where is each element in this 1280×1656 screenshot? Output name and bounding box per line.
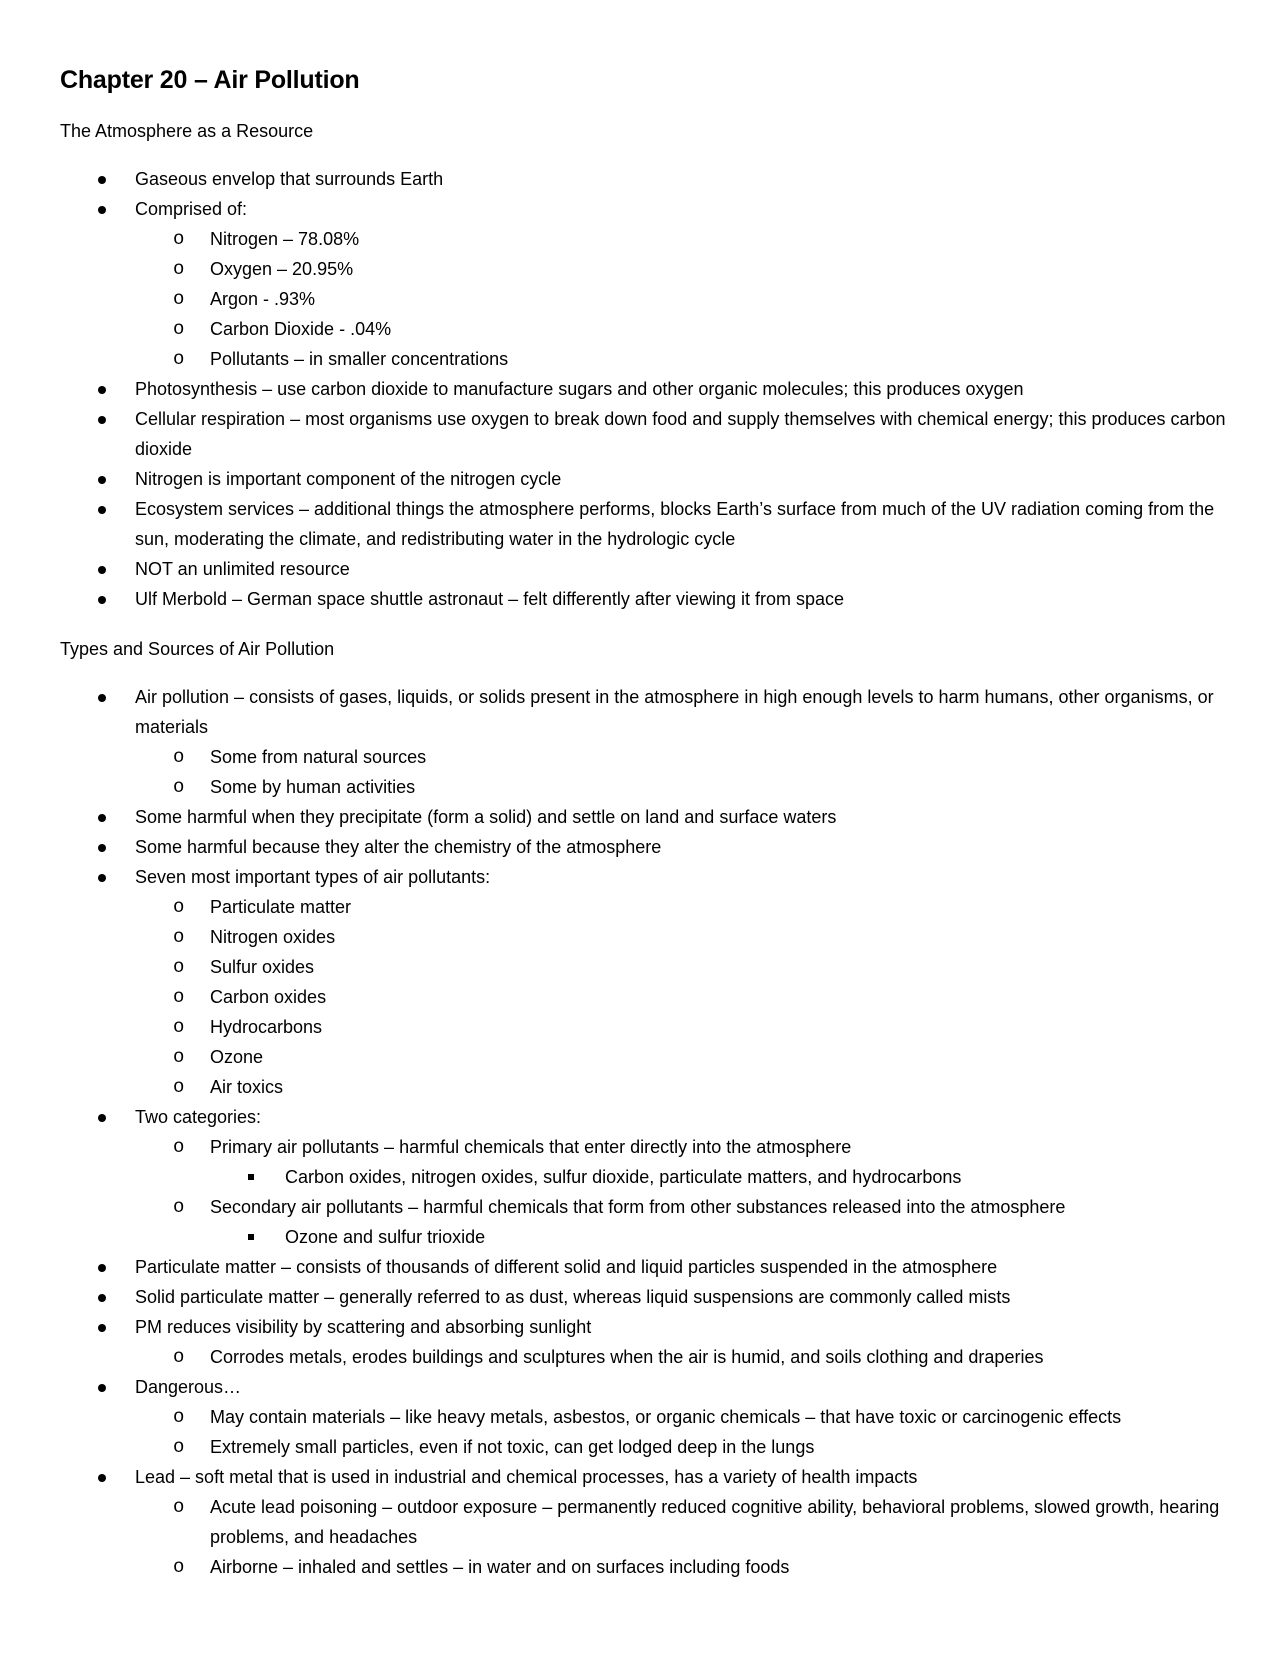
list-item-text: Hydrocarbons [210, 1017, 323, 1037]
list-item-text: NOT an unlimited resource [135, 559, 350, 579]
list-item [135, 1042, 1230, 1072]
list-item-text: Air toxics [210, 1077, 284, 1097]
list-item-text: Photosynthesis – use carbon dioxide to manufacture sugars and other organic molecules; this produces oxygen [135, 379, 1024, 399]
bullet-circle-icon: o [173, 1046, 185, 1068]
list-item-text: Comprised of: [135, 199, 248, 219]
list-item [60, 404, 1230, 464]
bullet-disc-icon [98, 1324, 106, 1332]
bullet-circle-icon: o [173, 956, 185, 978]
list-item [135, 892, 1230, 922]
list-item [135, 922, 1230, 952]
list-item [135, 284, 1230, 314]
list-item [60, 1312, 1230, 1372]
bullet-disc-icon [98, 206, 106, 214]
list-item-text: Ozone and sulfur trioxide [285, 1227, 486, 1247]
list-item [135, 224, 1230, 254]
list-item-text: Two categories: [135, 1107, 262, 1127]
list-item [60, 802, 1230, 832]
list-item-text: Cellular respiration – most organisms use oxygen to break down food and supply themselves with chemical energy; this produces carbon dioxide [135, 409, 1226, 459]
list-item [60, 1462, 1230, 1582]
bullet-circle-icon: o [173, 1196, 185, 1218]
list-item-text: Carbon Dioxide - .04% [210, 319, 392, 339]
list-item-text: Some harmful because they alter the chemistry of the atmosphere [135, 837, 662, 857]
list-item-text: Ozone [210, 1047, 264, 1067]
list-item [135, 344, 1230, 374]
bullet-circle-icon: o [173, 1556, 185, 1578]
bullet-circle-icon: o [173, 896, 185, 918]
list-item [135, 1192, 1230, 1252]
list-item [60, 374, 1230, 404]
bullet-circle-icon: o [173, 318, 185, 340]
bullet-circle-icon: o [173, 1406, 185, 1428]
list-item [60, 1282, 1230, 1312]
bullet-disc-icon [98, 1264, 106, 1272]
list-item [60, 464, 1230, 494]
list-item-text: PM reduces visibility by scattering and absorbing sunlight [135, 1317, 592, 1337]
list-item [60, 832, 1230, 862]
document-body [60, 116, 1230, 1582]
list-item-text: Nitrogen – 78.08% [210, 229, 360, 249]
bullet-disc-icon [98, 566, 106, 574]
section-heading: The Atmosphere as a Resource [60, 121, 314, 141]
bullet-disc-icon [98, 386, 106, 394]
bullet-circle-icon: o [173, 1496, 185, 1518]
bullet-disc-icon [98, 1294, 106, 1302]
list-item [210, 1162, 1230, 1192]
list-item-text: Primary air pollutants – harmful chemicals that enter directly into the atmosphere [210, 1137, 852, 1157]
list-item [60, 554, 1230, 584]
list-item-text: Some harmful when they precipitate (form a solid) and settle on land and surface waters [135, 807, 837, 827]
list-item-text: May contain materials – like heavy metals, asbestos, or organic chemicals – that have toxic or carcinogenic effects [210, 1407, 1122, 1427]
bullet-list-level-2 [135, 1492, 1230, 1582]
bullet-disc-icon [98, 476, 106, 484]
list-item [135, 1402, 1230, 1432]
bullet-disc-icon [98, 596, 106, 604]
list-item [135, 1132, 1230, 1192]
bullet-circle-icon: o [173, 776, 185, 798]
list-item-text: Some by human activities [210, 777, 416, 797]
list-item-text: Dangerous… [135, 1377, 242, 1397]
list-item [135, 1492, 1230, 1552]
bullet-disc-icon [98, 1114, 106, 1122]
list-item [135, 1552, 1230, 1582]
bullet-circle-icon: o [173, 986, 185, 1008]
list-item-text: Ulf Merbold – German space shuttle astronaut – felt differently after viewing it from space [135, 589, 845, 609]
list-item-text: Nitrogen oxides [210, 927, 336, 947]
bullet-disc-icon [98, 874, 106, 882]
list-item-text: Lead – soft metal that is used in industrial and chemical processes, has a variety of health impacts [135, 1467, 918, 1487]
list-item-text: Extremely small particles, even if not toxic, can get lodged deep in the lungs [210, 1437, 815, 1457]
bullet-circle-icon: o [173, 926, 185, 948]
list-item-text: Particulate matter [210, 897, 352, 917]
list-item [60, 194, 1230, 374]
list-item [135, 1342, 1230, 1372]
list-item-text: Airborne – inhaled and settles – in water and on surfaces including foods [210, 1557, 790, 1577]
list-item [60, 1372, 1230, 1462]
list-item-text: Argon - .93% [210, 289, 316, 309]
bullet-disc-icon [98, 1384, 106, 1392]
list-item-text: Particulate matter – consists of thousands of different solid and liquid particles suspended in the atmosphere [135, 1257, 998, 1277]
list-item-text: Air pollution – consists of gases, liquids, or solids present in the atmosphere in high enough levels to harm humans, other organisms, or materials [135, 687, 1214, 737]
bullet-disc-icon [98, 844, 106, 852]
section-heading: Types and Sources of Air Pollution [60, 639, 335, 659]
list-item-text: Seven most important types of air pollutants: [135, 867, 491, 887]
list-item [60, 1102, 1230, 1252]
bullet-circle-icon: o [173, 288, 185, 310]
list-item-text: Pollutants – in smaller concentrations [210, 349, 509, 369]
bullet-list-level-2 [135, 224, 1230, 374]
list-item-text: Secondary air pollutants – harmful chemicals that form from other substances released into the atmosphere [210, 1197, 1066, 1217]
list-item-text: Solid particulate matter – generally referred to as dust, whereas liquid suspensions are commonly called mists [135, 1287, 1011, 1307]
bullet-list-level-1 [60, 682, 1230, 1582]
list-item [60, 584, 1230, 614]
list-item [135, 314, 1230, 344]
bullet-circle-icon: o [173, 746, 185, 768]
bullet-square-icon [248, 1234, 254, 1240]
bullet-circle-icon: o [173, 228, 185, 250]
list-item-text: Gaseous envelop that surrounds Earth [135, 169, 444, 189]
bullet-disc-icon [98, 416, 106, 424]
list-item [135, 952, 1230, 982]
list-item [135, 1072, 1230, 1102]
bullet-list-level-2 [135, 1132, 1230, 1252]
document-page [60, 58, 1230, 1582]
bullet-circle-icon: o [173, 348, 185, 370]
page-title: Chapter 20 – Air Pollution [60, 66, 360, 94]
list-item-text: Oxygen – 20.95% [210, 259, 354, 279]
list-item [60, 494, 1230, 554]
bullet-list-level-1 [60, 164, 1230, 614]
bullet-list-level-2 [135, 892, 1230, 1102]
bullet-list-level-3 [210, 1162, 1230, 1192]
list-item [135, 1012, 1230, 1042]
list-item-text: Ecosystem services – additional things the atmosphere performs, blocks Earth’s surface from much of the UV radiation coming from the sun, moderating the climate, and redistributing water in the hydrologic cycle [135, 499, 1215, 549]
list-item [60, 682, 1230, 802]
list-item [135, 1432, 1230, 1462]
bullet-list-level-2 [135, 1342, 1230, 1372]
list-item-text: Carbon oxides [210, 987, 327, 1007]
list-item [135, 772, 1230, 802]
list-item-text: Nitrogen is important component of the nitrogen cycle [135, 469, 562, 489]
list-item-text: Carbon oxides, nitrogen oxides, sulfur dioxide, particulate matters, and hydrocarbons [285, 1167, 962, 1187]
bullet-disc-icon [98, 694, 106, 702]
list-item [135, 254, 1230, 284]
list-item [135, 742, 1230, 772]
list-item-text: Acute lead poisoning – outdoor exposure – permanently reduced cognitive ability, behavioral problems, slowed growth, hearing problems, and headaches [210, 1497, 1220, 1547]
bullet-list-level-2 [135, 742, 1230, 802]
bullet-list-level-2 [135, 1402, 1230, 1462]
bullet-circle-icon: o [173, 258, 185, 280]
list-item-text: Corrodes metals, erodes buildings and sculptures when the air is humid, and soils clothing and draperies [210, 1347, 1044, 1367]
bullet-disc-icon [98, 506, 106, 514]
bullet-disc-icon [98, 814, 106, 822]
list-item [60, 862, 1230, 1102]
bullet-disc-icon [98, 1474, 106, 1482]
list-item [135, 982, 1230, 1012]
list-item [60, 1252, 1230, 1282]
bullet-disc-icon [98, 176, 106, 184]
list-item [60, 164, 1230, 194]
bullet-circle-icon: o [173, 1436, 185, 1458]
bullet-circle-icon: o [173, 1346, 185, 1368]
list-item [210, 1222, 1230, 1252]
list-item-text: Some from natural sources [210, 747, 427, 767]
bullet-circle-icon: o [173, 1136, 185, 1158]
bullet-list-level-3 [210, 1222, 1230, 1252]
bullet-square-icon [248, 1174, 254, 1180]
list-item-text: Sulfur oxides [210, 957, 315, 977]
bullet-circle-icon: o [173, 1016, 185, 1038]
bullet-circle-icon: o [173, 1076, 185, 1098]
